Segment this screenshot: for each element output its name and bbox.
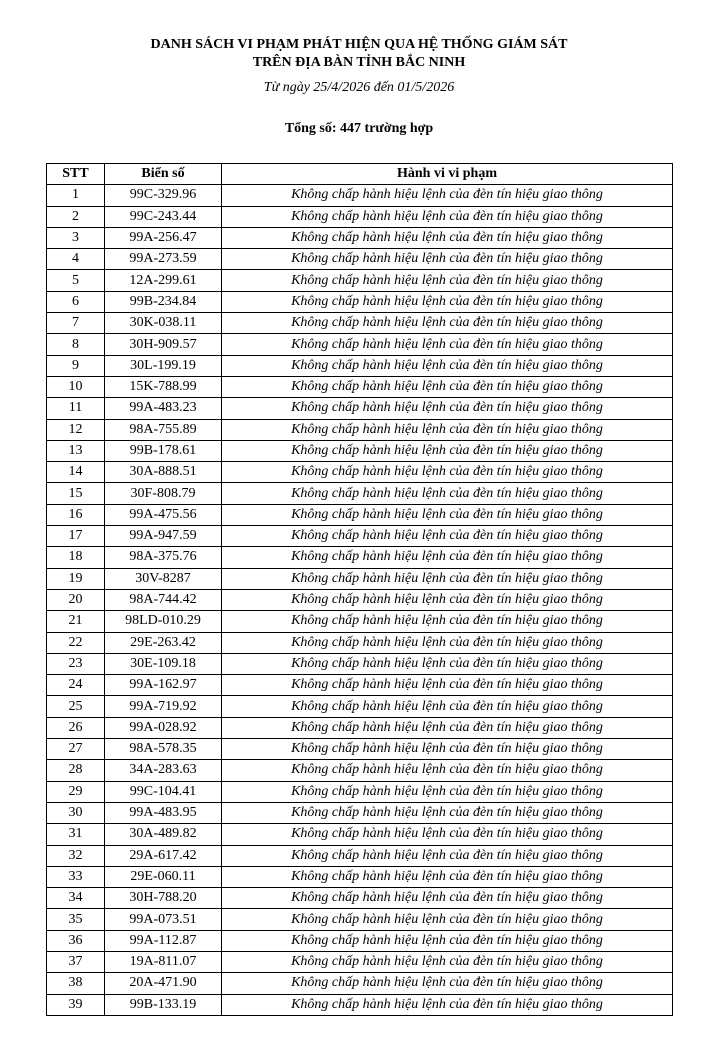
license-plate: 99A-483.95 bbox=[105, 802, 222, 823]
row-number: 37 bbox=[47, 951, 105, 972]
license-plate: 99C-104.41 bbox=[105, 781, 222, 802]
license-plate: 99A-162.97 bbox=[105, 675, 222, 696]
violation-description: Không chấp hành hiệu lệnh của đèn tín hiệu giao thông bbox=[222, 653, 673, 674]
row-number: 30 bbox=[47, 802, 105, 823]
violation-description: Không chấp hành hiệu lệnh của đèn tín hiệu giao thông bbox=[222, 930, 673, 951]
row-number: 36 bbox=[47, 930, 105, 951]
table-row bbox=[47, 440, 673, 461]
row-number: 18 bbox=[47, 547, 105, 568]
table-row bbox=[47, 291, 673, 312]
violation-description: Không chấp hành hiệu lệnh của đèn tín hiệu giao thông bbox=[222, 334, 673, 355]
violation-description: Không chấp hành hiệu lệnh của đèn tín hiệu giao thông bbox=[222, 568, 673, 589]
table-row bbox=[47, 611, 673, 632]
license-plate: 34A-283.63 bbox=[105, 760, 222, 781]
violation-description: Không chấp hành hiệu lệnh của đèn tín hiệu giao thông bbox=[222, 462, 673, 483]
violation-description: Không chấp hành hiệu lệnh của đèn tín hiệu giao thông bbox=[222, 589, 673, 610]
violation-description: Không chấp hành hiệu lệnh của đèn tín hiệu giao thông bbox=[222, 632, 673, 653]
column-header-stt: STT bbox=[47, 164, 105, 185]
row-number: 10 bbox=[47, 376, 105, 397]
license-plate: 98A-578.35 bbox=[105, 739, 222, 760]
violation-description: Không chấp hành hiệu lệnh của đèn tín hiệu giao thông bbox=[222, 675, 673, 696]
license-plate: 12A-299.61 bbox=[105, 270, 222, 291]
license-plate: 29E-263.42 bbox=[105, 632, 222, 653]
table-row bbox=[47, 717, 673, 738]
violation-description: Không chấp hành hiệu lệnh của đèn tín hiệu giao thông bbox=[222, 313, 673, 334]
license-plate: 99B-133.19 bbox=[105, 994, 222, 1015]
table-row bbox=[47, 696, 673, 717]
license-plate: 99C-243.44 bbox=[105, 206, 222, 227]
license-plate: 98A-755.89 bbox=[105, 419, 222, 440]
violations-table bbox=[46, 163, 673, 1016]
row-number: 11 bbox=[47, 398, 105, 419]
violation-description: Không chấp hành hiệu lệnh của đèn tín hiệu giao thông bbox=[222, 951, 673, 972]
table-row bbox=[47, 483, 673, 504]
row-number: 23 bbox=[47, 653, 105, 674]
table-row bbox=[47, 866, 673, 887]
violation-description: Không chấp hành hiệu lệnh của đèn tín hiệu giao thông bbox=[222, 206, 673, 227]
row-number: 33 bbox=[47, 866, 105, 887]
violation-description: Không chấp hành hiệu lệnh của đèn tín hiệu giao thông bbox=[222, 291, 673, 312]
row-number: 1 bbox=[47, 185, 105, 206]
license-plate: 99A-483.23 bbox=[105, 398, 222, 419]
license-plate: 99A-112.87 bbox=[105, 930, 222, 951]
row-number: 8 bbox=[47, 334, 105, 355]
license-plate: 30E-109.18 bbox=[105, 653, 222, 674]
table-row bbox=[47, 675, 673, 696]
license-plate: 30A-489.82 bbox=[105, 824, 222, 845]
license-plate: 99A-719.92 bbox=[105, 696, 222, 717]
row-number: 15 bbox=[47, 483, 105, 504]
row-number: 26 bbox=[47, 717, 105, 738]
row-number: 5 bbox=[47, 270, 105, 291]
row-number: 38 bbox=[47, 973, 105, 994]
row-number: 27 bbox=[47, 739, 105, 760]
row-number: 16 bbox=[47, 504, 105, 525]
table-row bbox=[47, 504, 673, 525]
violation-description: Không chấp hành hiệu lệnh của đèn tín hiệu giao thông bbox=[222, 483, 673, 504]
table-row bbox=[47, 313, 673, 334]
table-row bbox=[47, 632, 673, 653]
license-plate: 15K-788.99 bbox=[105, 376, 222, 397]
violation-description: Không chấp hành hiệu lệnh của đèn tín hiệu giao thông bbox=[222, 419, 673, 440]
license-plate: 30L-199.19 bbox=[105, 355, 222, 376]
table-row bbox=[47, 249, 673, 270]
license-plate: 99B-178.61 bbox=[105, 440, 222, 461]
table-row bbox=[47, 462, 673, 483]
table-row bbox=[47, 355, 673, 376]
license-plate: 30F-808.79 bbox=[105, 483, 222, 504]
table-row bbox=[47, 206, 673, 227]
row-number: 7 bbox=[47, 313, 105, 334]
license-plate: 29A-617.42 bbox=[105, 845, 222, 866]
violation-description: Không chấp hành hiệu lệnh của đèn tín hiệu giao thông bbox=[222, 888, 673, 909]
license-plate: 19A-811.07 bbox=[105, 951, 222, 972]
table-row bbox=[47, 739, 673, 760]
row-number: 25 bbox=[47, 696, 105, 717]
license-plate: 98LD-010.29 bbox=[105, 611, 222, 632]
row-number: 28 bbox=[47, 760, 105, 781]
license-plate: 98A-744.42 bbox=[105, 589, 222, 610]
row-number: 13 bbox=[47, 440, 105, 461]
row-number: 2 bbox=[47, 206, 105, 227]
document-title-line-2: TRÊN ĐỊA BÀN TỈNH BẮC NINH bbox=[252, 55, 466, 70]
table-row bbox=[47, 270, 673, 291]
violation-description: Không chấp hành hiệu lệnh của đèn tín hiệu giao thông bbox=[222, 376, 673, 397]
license-plate: 29E-060.11 bbox=[105, 866, 222, 887]
violation-description: Không chấp hành hiệu lệnh của đèn tín hiệu giao thông bbox=[222, 845, 673, 866]
table-row bbox=[47, 909, 673, 930]
table-row bbox=[47, 547, 673, 568]
column-header-violation: Hành vi vi phạm bbox=[222, 164, 673, 185]
table-row bbox=[47, 589, 673, 610]
table-row bbox=[47, 376, 673, 397]
violation-description: Không chấp hành hiệu lệnh của đèn tín hiệu giao thông bbox=[222, 994, 673, 1015]
violation-description: Không chấp hành hiệu lệnh của đèn tín hiệu giao thông bbox=[222, 866, 673, 887]
table-row bbox=[47, 419, 673, 440]
violation-description: Không chấp hành hiệu lệnh của đèn tín hiệu giao thông bbox=[222, 227, 673, 248]
row-number: 22 bbox=[47, 632, 105, 653]
table-header-row bbox=[47, 164, 673, 185]
table-row bbox=[47, 227, 673, 248]
license-plate: 99A-475.56 bbox=[105, 504, 222, 525]
violation-description: Không chấp hành hiệu lệnh của đèn tín hiệu giao thông bbox=[222, 355, 673, 376]
violation-description: Không chấp hành hiệu lệnh của đèn tín hiệu giao thông bbox=[222, 547, 673, 568]
license-plate: 99A-256.47 bbox=[105, 227, 222, 248]
license-plate: 99A-073.51 bbox=[105, 909, 222, 930]
violation-description: Không chấp hành hiệu lệnh của đèn tín hiệu giao thông bbox=[222, 440, 673, 461]
table-row bbox=[47, 568, 673, 589]
violation-description: Không chấp hành hiệu lệnh của đèn tín hiệu giao thông bbox=[222, 696, 673, 717]
license-plate: 99B-234.84 bbox=[105, 291, 222, 312]
row-number: 35 bbox=[47, 909, 105, 930]
violation-description: Không chấp hành hiệu lệnh của đèn tín hiệu giao thông bbox=[222, 781, 673, 802]
date-range: Từ ngày 25/4/2026 đến 01/5/2026 bbox=[263, 80, 455, 95]
license-plate: 30A-888.51 bbox=[105, 462, 222, 483]
table-row bbox=[47, 951, 673, 972]
violation-description: Không chấp hành hiệu lệnh của đèn tín hiệu giao thông bbox=[222, 760, 673, 781]
violation-description: Không chấp hành hiệu lệnh của đèn tín hiệu giao thông bbox=[222, 973, 673, 994]
row-number: 34 bbox=[47, 888, 105, 909]
license-plate: 99A-947.59 bbox=[105, 526, 222, 547]
violation-description: Không chấp hành hiệu lệnh của đèn tín hiệu giao thông bbox=[222, 717, 673, 738]
row-number: 14 bbox=[47, 462, 105, 483]
table-row bbox=[47, 994, 673, 1015]
license-plate: 20A-471.90 bbox=[105, 973, 222, 994]
table-row bbox=[47, 888, 673, 909]
table-row bbox=[47, 930, 673, 951]
table-row bbox=[47, 653, 673, 674]
table-body bbox=[47, 185, 673, 1016]
license-plate: 30V-8287 bbox=[105, 568, 222, 589]
license-plate: 30H-909.57 bbox=[105, 334, 222, 355]
row-number: 20 bbox=[47, 589, 105, 610]
violation-description: Không chấp hành hiệu lệnh của đèn tín hiệu giao thông bbox=[222, 398, 673, 419]
table-row bbox=[47, 334, 673, 355]
violation-description: Không chấp hành hiệu lệnh của đèn tín hiệu giao thông bbox=[222, 611, 673, 632]
row-number: 31 bbox=[47, 824, 105, 845]
row-number: 39 bbox=[47, 994, 105, 1015]
violation-description: Không chấp hành hiệu lệnh của đèn tín hiệu giao thông bbox=[222, 504, 673, 525]
row-number: 19 bbox=[47, 568, 105, 589]
row-number: 32 bbox=[47, 845, 105, 866]
table-row bbox=[47, 398, 673, 419]
violation-description: Không chấp hành hiệu lệnh của đèn tín hiệu giao thông bbox=[222, 739, 673, 760]
violation-description: Không chấp hành hiệu lệnh của đèn tín hiệu giao thông bbox=[222, 824, 673, 845]
license-plate: 30H-788.20 bbox=[105, 888, 222, 909]
license-plate: 99A-028.92 bbox=[105, 717, 222, 738]
table-row bbox=[47, 760, 673, 781]
document-title-line-1: DANH SÁCH VI PHẠM PHÁT HIỆN QUA HỆ THỐNG GIÁM SÁT bbox=[150, 37, 568, 52]
row-number: 21 bbox=[47, 611, 105, 632]
license-plate: 98A-375.76 bbox=[105, 547, 222, 568]
violation-description: Không chấp hành hiệu lệnh của đèn tín hiệu giao thông bbox=[222, 249, 673, 270]
violation-description: Không chấp hành hiệu lệnh của đèn tín hiệu giao thông bbox=[222, 270, 673, 291]
table-row bbox=[47, 185, 673, 206]
table-row bbox=[47, 973, 673, 994]
table-row bbox=[47, 526, 673, 547]
license-plate: 99A-273.59 bbox=[105, 249, 222, 270]
license-plate: 99C-329.96 bbox=[105, 185, 222, 206]
row-number: 6 bbox=[47, 291, 105, 312]
table-row bbox=[47, 824, 673, 845]
violation-description: Không chấp hành hiệu lệnh của đèn tín hiệu giao thông bbox=[222, 802, 673, 823]
row-number: 29 bbox=[47, 781, 105, 802]
row-number: 12 bbox=[47, 419, 105, 440]
violation-description: Không chấp hành hiệu lệnh của đèn tín hiệu giao thông bbox=[222, 185, 673, 206]
table-row bbox=[47, 802, 673, 823]
row-number: 24 bbox=[47, 675, 105, 696]
table-row bbox=[47, 781, 673, 802]
row-number: 3 bbox=[47, 227, 105, 248]
table-row bbox=[47, 845, 673, 866]
violation-description: Không chấp hành hiệu lệnh của đèn tín hiệu giao thông bbox=[222, 909, 673, 930]
row-number: 17 bbox=[47, 526, 105, 547]
total-count: Tổng số: 447 trường hợp bbox=[284, 121, 434, 136]
violation-description: Không chấp hành hiệu lệnh của đèn tín hiệu giao thông bbox=[222, 526, 673, 547]
license-plate: 30K-038.11 bbox=[105, 313, 222, 334]
column-header-plate: Biển số bbox=[105, 164, 222, 185]
row-number: 9 bbox=[47, 355, 105, 376]
row-number: 4 bbox=[47, 249, 105, 270]
